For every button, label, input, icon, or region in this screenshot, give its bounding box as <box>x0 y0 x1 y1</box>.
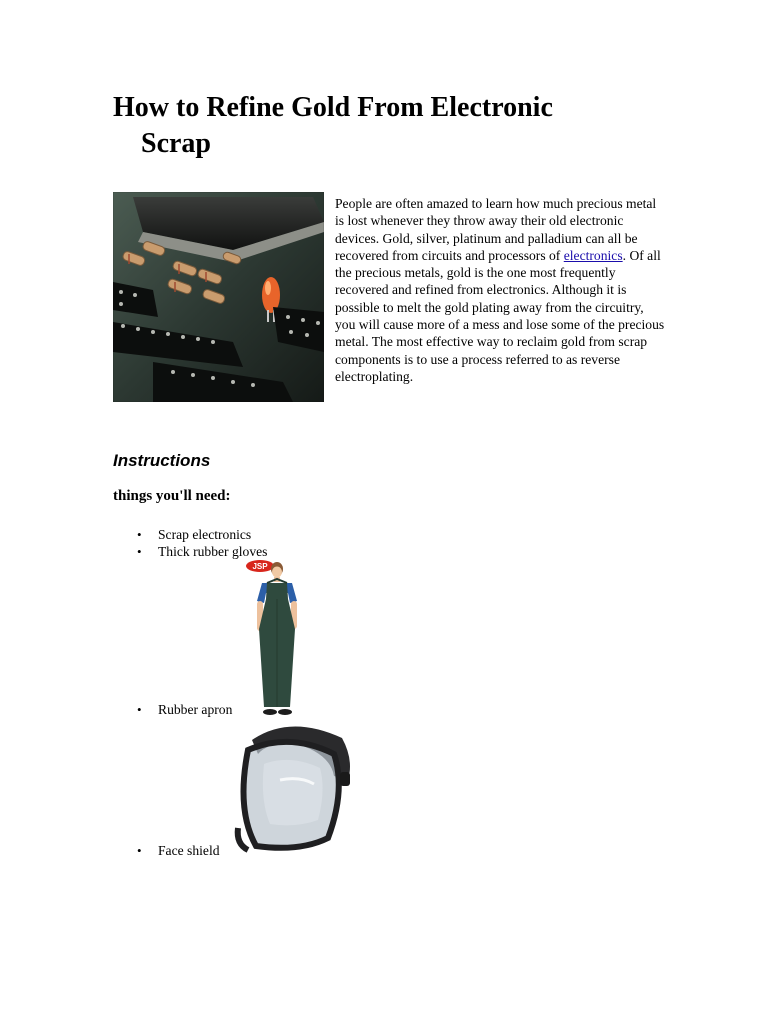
intro-text-before-link: People are often amazed to learn how much precious metal is lost whenever they throw away their old electronic devices. Gold, silver, platinum and palladium can all be recovered from circuits and processors of <box>335 196 657 263</box>
rubber-apron-image <box>240 559 310 717</box>
page-title <box>113 90 673 162</box>
list-item-face-shield: • Face shield <box>158 842 220 859</box>
intro-paragraph <box>335 195 665 385</box>
intro-text-after-link: . Of all the precious metals, gold is the one most frequently recovered and refined from electronics. Although it is possible to melt the gold plating away from the circuitry, you will cause more of a mess and lose some of the precious metal. The most effective way to reclaim gold from scrap components is to use a process referred to as reverse electroplating. <box>335 247 665 384</box>
face-shield-image <box>230 720 358 856</box>
jsp-logo-text: JSP <box>252 562 268 571</box>
things-needed-heading: things you'll need: <box>113 488 231 504</box>
list-item-rubber-gloves: • Thick rubber gloves <box>158 543 267 560</box>
title-line-2: Scrap <box>141 128 211 159</box>
circuit-board-image <box>113 192 324 402</box>
instructions-heading: Instructions <box>113 451 211 470</box>
electronics-link[interactable]: electronics <box>563 247 623 263</box>
list-item-rubber-apron: • Rubber apron <box>158 701 232 718</box>
list-item-scrap-electronics: • Scrap electronics <box>158 526 251 543</box>
title-line-1: How to Refine Gold From Electronic <box>113 92 553 123</box>
